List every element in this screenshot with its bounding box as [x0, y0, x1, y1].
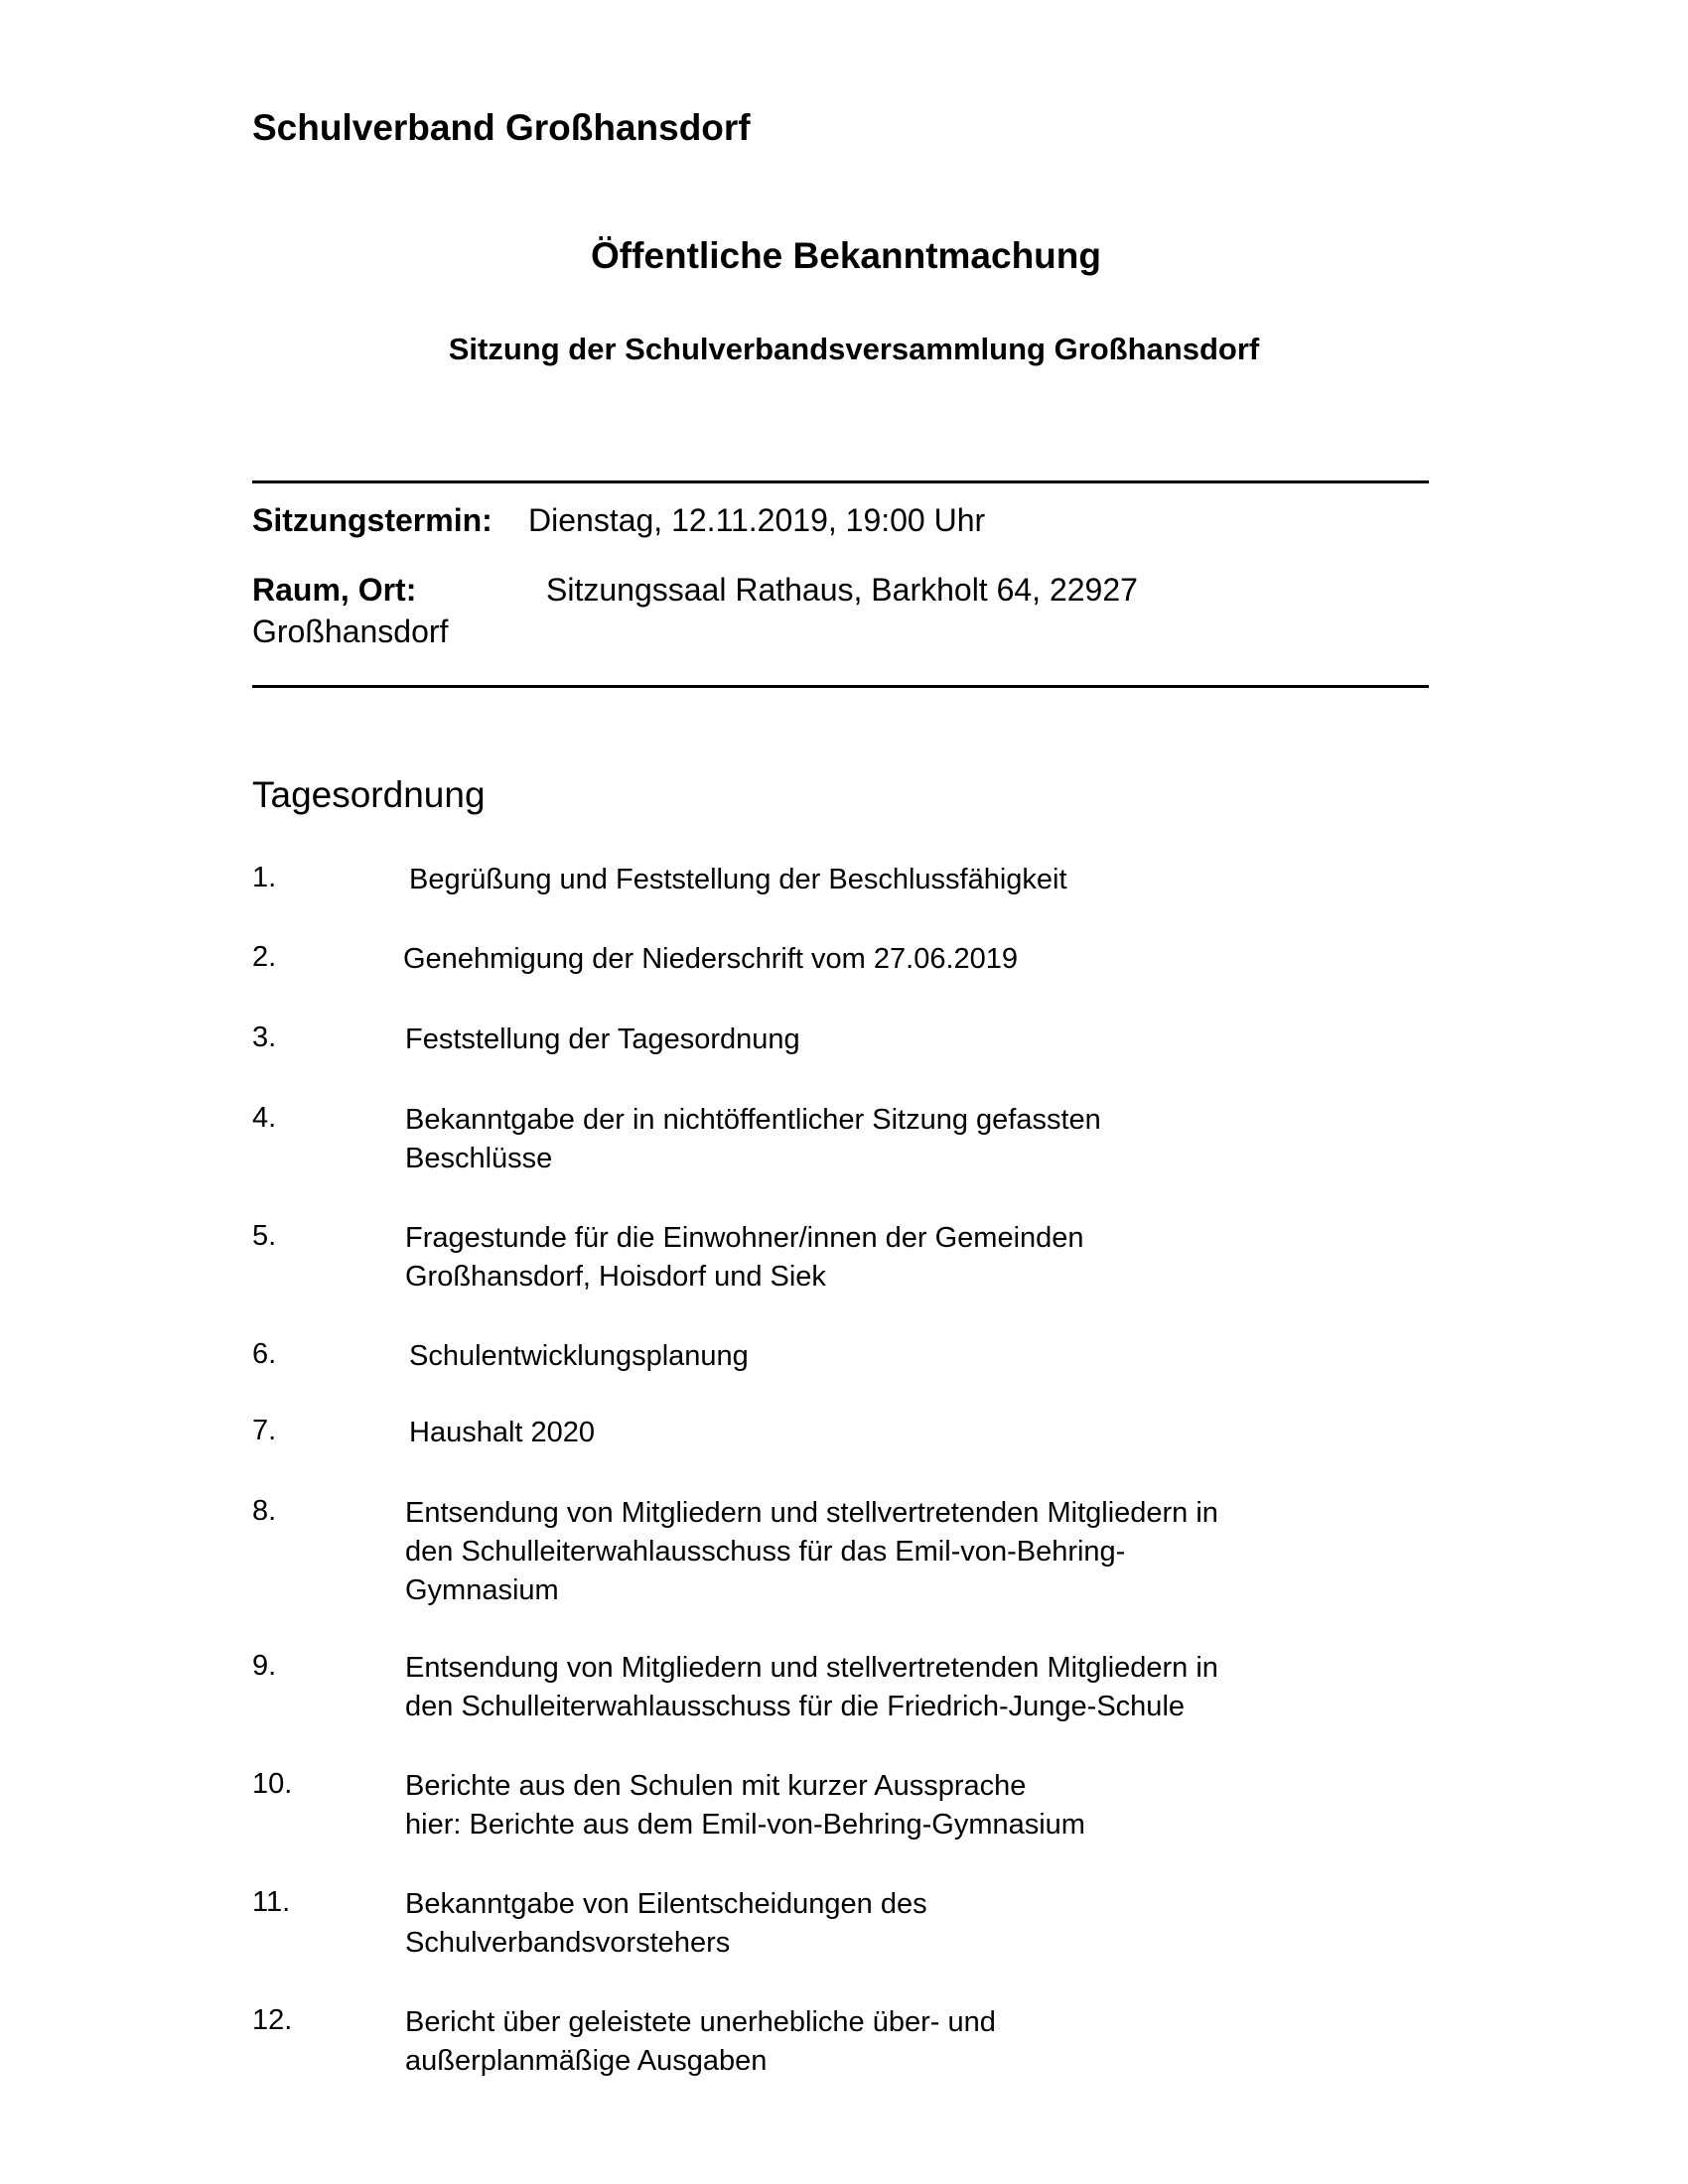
agenda-heading: Tagesordnung — [252, 774, 486, 815]
agenda-item-line: den Schulleiterwahlausschuss für die Friedrich-Junge-Schule — [405, 1691, 1186, 1722]
meeting-subtitle: Sitzung der Schulverbandsversammlung Großhansdorf — [448, 332, 1260, 366]
agenda-item-line: Fragestunde für die Einwohner/innen der Gemeinden — [405, 1222, 1084, 1254]
agenda-item-text — [405, 1767, 1085, 1844]
agenda-item-number: 5. — [252, 1220, 277, 1252]
agenda-item-line: hier: Berichte aus dem Emil-von-Behring-Gymnasium — [405, 1809, 1085, 1841]
agenda-item-number: 8. — [252, 1495, 277, 1527]
agenda-item-number: 10. — [252, 1768, 293, 1800]
agenda-item-line: Großhansdorf, Hoisdorf und Siek — [405, 1261, 826, 1293]
agenda-item-text — [405, 1494, 1218, 1610]
agenda-item-line: Genehmigung der Niederschrift vom 27.06.2019 — [403, 943, 1019, 975]
agenda-item-line: Gymnasium — [405, 1574, 559, 1606]
agenda-item-text — [405, 2003, 996, 2081]
agenda-item-line: außerplanmäßige Ausgaben — [405, 2045, 768, 2077]
agenda-item-line: Feststellung der Tagesordnung — [405, 1024, 800, 1055]
organization-name: Schulverband Großhansdorf — [252, 107, 751, 148]
agenda-item-text — [405, 1021, 800, 1059]
agenda-item-text — [403, 940, 1018, 979]
page-title: Öffentliche Bekanntmachung — [591, 235, 1101, 276]
agenda-item-line: Schulentwicklungsplanung — [409, 1340, 749, 1372]
agenda-item-text — [409, 1337, 749, 1376]
agenda-item-number: 7. — [252, 1415, 277, 1446]
agenda-item-line: Entsendung von Mitgliedern und stellvertretenden Mitgliedern in — [405, 1652, 1218, 1684]
meeting-place-value-continued: Großhansdorf — [252, 614, 449, 649]
agenda-item-line: Haushalt 2020 — [409, 1417, 596, 1448]
agenda-item-line: Bericht über geleistete unerhebliche über- und — [405, 2006, 996, 2038]
divider-top — [252, 480, 1429, 483]
agenda-item-number: 11. — [252, 1886, 291, 1918]
agenda-item-line: Bekanntgabe von Eilentscheidungen des — [405, 1888, 927, 1920]
agenda-item-number: 1. — [252, 862, 277, 893]
divider-bottom — [252, 685, 1429, 688]
agenda-item-number: 9. — [252, 1650, 277, 1682]
agenda-item-line: Beschlüsse — [405, 1143, 553, 1174]
meeting-date-label: Sitzungstermin: — [252, 502, 492, 538]
meeting-place-value: Sitzungssaal Rathaus, Barkholt 64, 22927 — [546, 572, 1138, 608]
meeting-date-value: Dienstag, 12.11.2019, 19:00 Uhr — [528, 502, 986, 538]
agenda-item-text — [409, 861, 1067, 899]
agenda-item-text — [405, 1649, 1218, 1726]
agenda-item-text — [405, 1101, 1101, 1178]
agenda-item-number: 3. — [252, 1022, 277, 1053]
agenda-item-text — [409, 1414, 595, 1452]
agenda-item-number: 2. — [252, 941, 277, 973]
agenda-item-number: 12. — [252, 2004, 293, 2036]
agenda-item-text — [405, 1885, 927, 1963]
agenda-item-line: Bekanntgabe der in nichtöffentlicher Sitzung gefassten — [405, 1104, 1101, 1136]
agenda-item-line: den Schulleiterwahlausschuss für das Emil-von-Behring- — [405, 1536, 1126, 1568]
agenda-item-line: Begrüßung und Feststellung der Beschlussfähigkeit — [409, 864, 1067, 895]
agenda-item-number: 6. — [252, 1338, 277, 1370]
agenda-item-line: Entsendung von Mitgliedern und stellvertretenden Mitgliedern in — [405, 1497, 1218, 1529]
agenda-item-line: Schulverbandsvorstehers — [405, 1927, 731, 1959]
agenda-item-number: 4. — [252, 1102, 277, 1134]
agenda-item-line: Berichte aus den Schulen mit kurzer Aussprache — [405, 1770, 1027, 1802]
agenda-item-text — [405, 1219, 1084, 1297]
meeting-place-label: Raum, Ort: — [252, 572, 417, 608]
